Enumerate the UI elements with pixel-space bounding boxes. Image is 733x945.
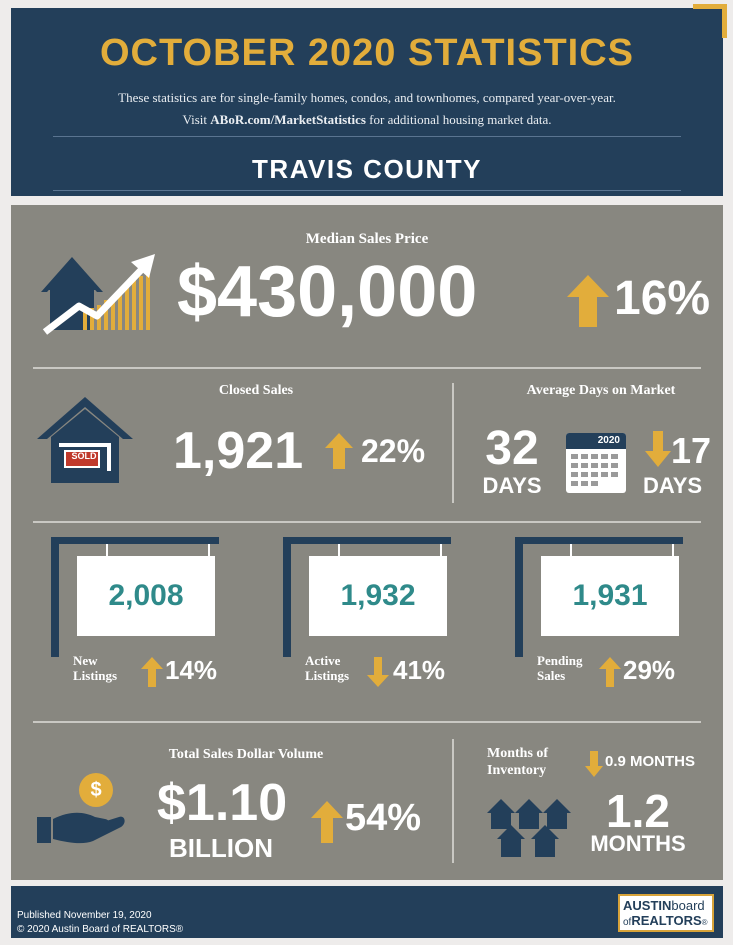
logo-realtors: REALTORS (631, 913, 702, 928)
dollar-volume-value: $1.10 (157, 774, 288, 832)
closed-sales-change: 22% (361, 433, 426, 469)
label-line-1: Pending (537, 653, 583, 668)
vertical-divider-2 (452, 739, 454, 863)
county-name: TRAVIS COUNTY (252, 154, 482, 184)
dollar-volume-label: Total Sales Dollar Volume (168, 747, 324, 762)
hand-icon (35, 803, 125, 849)
subtitle-prefix: Visit (182, 112, 208, 127)
sold-sign-text: SOLD (71, 451, 97, 461)
active-listings-label (305, 653, 349, 683)
days-on-market-value: 32 (485, 422, 539, 475)
dollar-volume-unit: BILLION (169, 833, 273, 863)
page-title: OCTOBER 2020 STATISTICS (100, 32, 634, 74)
active-listings-sign (283, 537, 463, 685)
median-price-value: $430,000 (177, 252, 478, 332)
header-banner (11, 8, 723, 196)
closed-sales-value: 1,921 (173, 422, 304, 480)
house-growth-icon (39, 250, 159, 338)
arrow-up-icon (325, 433, 353, 469)
sign-string (440, 544, 442, 556)
coin-symbol: $ (79, 773, 113, 807)
money-hand-icon (35, 769, 125, 849)
copyright: © 2020 Austin Board of REALTORS® (17, 924, 184, 935)
logo-board: board (671, 898, 705, 913)
sign-bar (51, 537, 219, 544)
abor-logo (618, 894, 714, 932)
header-rule-top (53, 136, 681, 137)
label-line-2: Listings (73, 668, 118, 683)
new-listings-sign (51, 537, 231, 685)
subtitle-suffix: for additional housing market data. (369, 112, 552, 127)
median-price-change: 16% (614, 272, 711, 325)
divider-3 (33, 721, 701, 723)
label-line-1: Months of (487, 746, 549, 761)
sign-post (515, 537, 523, 657)
inventory-value: 1.2 (606, 785, 670, 837)
new-listings-label (73, 653, 117, 683)
sign-string (106, 544, 108, 556)
sign-bar (283, 537, 451, 544)
sign-string (208, 544, 210, 556)
footer (11, 886, 723, 938)
sign-post (283, 537, 291, 657)
logo-austin: AUSTIN (623, 898, 672, 913)
dollar-volume-change: 54% (345, 797, 422, 839)
arrow-down-icon (585, 751, 603, 777)
published-date: Published November 19, 2020 (17, 910, 152, 921)
inventory-change: 0.9 MONTHS (605, 753, 696, 770)
divider-2 (33, 521, 701, 523)
sign-string (672, 544, 674, 556)
pending-sales-change: 29% (623, 655, 676, 685)
subtitle-line-1: These statistics are for single-family homes, condos, and townhomes, compared year-over-year. (118, 90, 616, 105)
days-on-market-label: Average Days on Market (526, 383, 676, 398)
label-line-1: Active (305, 653, 341, 668)
arrow-up-icon (567, 275, 609, 327)
calendar-grid (566, 449, 626, 493)
median-price-label: Median Sales Price (305, 231, 429, 247)
days-change-unit: DAYS (643, 473, 703, 498)
arrow-down-icon (645, 431, 671, 467)
calendar-year: 2020 (566, 433, 626, 449)
new-listings-value: 2,008 (77, 556, 215, 636)
arrow-up-icon (311, 801, 343, 843)
vertical-divider-1 (452, 383, 454, 503)
new-listings-change: 14% (165, 655, 218, 685)
days-change-value: 17 (671, 430, 712, 471)
label-line-1: New (73, 653, 98, 668)
sign-bar (515, 537, 683, 544)
label-line-2: Sales (537, 668, 566, 683)
arrow-down-icon (367, 657, 389, 687)
sign-post (51, 537, 59, 657)
pending-sales-sign (515, 537, 695, 685)
stats-panel (11, 205, 723, 880)
inventory-unit: MONTHS (590, 831, 686, 856)
closed-sales-label: Closed Sales (218, 383, 294, 398)
subtitle-line-2 (11, 112, 723, 128)
sign-string (338, 544, 340, 556)
days-unit: DAYS (482, 473, 542, 498)
logo-line-1 (623, 898, 709, 913)
inventory-label (487, 745, 548, 779)
sign-string (570, 544, 572, 556)
header-rule-bottom (53, 190, 681, 191)
active-listings-change: 41% (393, 655, 446, 685)
pending-sales-value: 1,931 (541, 556, 679, 636)
divider-1 (33, 367, 701, 369)
houses-cluster-icon (479, 791, 577, 861)
pending-sales-label (537, 653, 583, 683)
arrow-up-icon (599, 657, 621, 687)
logo-reg: ® (701, 918, 708, 927)
label-line-2: Listings (305, 668, 350, 683)
logo-of: of (623, 917, 632, 928)
logo-line-2 (623, 913, 709, 930)
arrow-up-icon (141, 657, 163, 687)
sold-house-icon (37, 393, 133, 485)
label-line-2: Inventory (487, 763, 547, 778)
calendar-icon (566, 433, 626, 493)
market-stats-link[interactable]: ABoR.com/MarketStatistics (210, 112, 366, 127)
active-listings-value: 1,932 (309, 556, 447, 636)
